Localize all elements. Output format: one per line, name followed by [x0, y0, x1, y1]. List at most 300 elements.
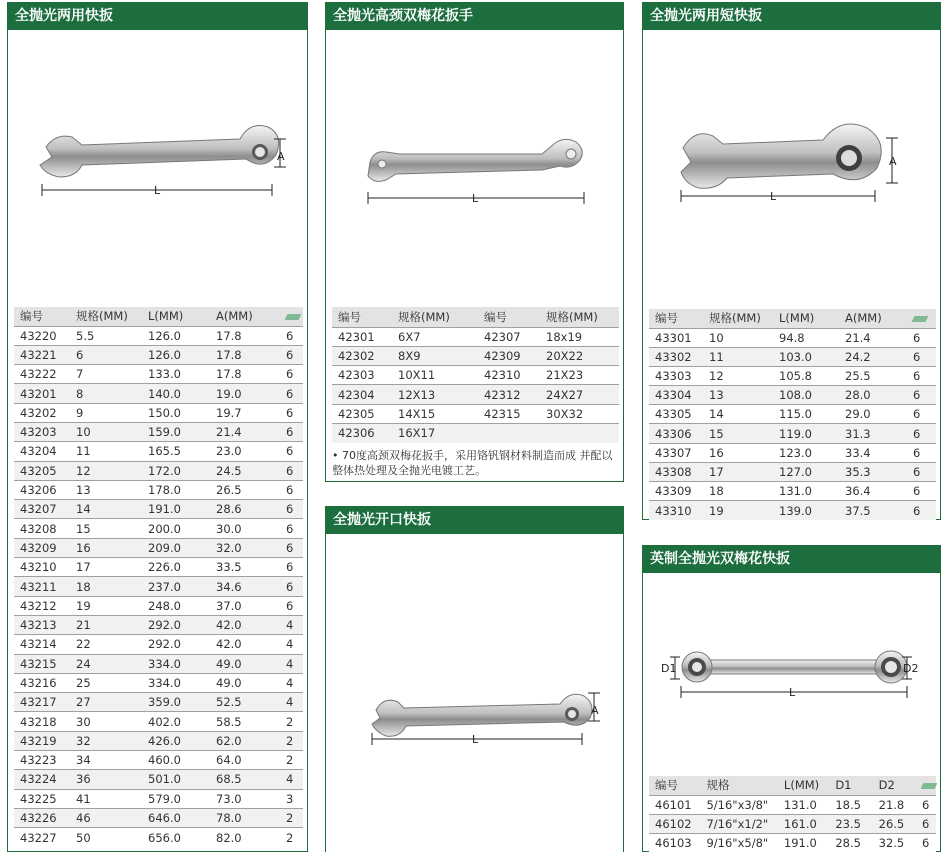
table-cell: 3	[286, 791, 294, 806]
wrench-illustration	[368, 139, 582, 181]
table-cell: 16X17	[398, 426, 436, 441]
table-cell: 6	[286, 367, 294, 382]
table-cell: 43306	[655, 426, 692, 441]
table-cell: 334.0	[148, 675, 181, 690]
product-image	[8, 30, 307, 300]
table-row	[332, 366, 619, 385]
table-cell: 161.0	[783, 816, 817, 831]
panel-title: 全抛光两用短快扳	[643, 3, 940, 30]
panel-open-end-ratchet-wrench	[325, 506, 624, 852]
table-cell: 43307	[655, 445, 692, 460]
table-cell: 18	[76, 579, 91, 594]
table-cell: 16	[709, 445, 724, 460]
table-cell: 21X23	[546, 368, 584, 383]
table-cell: 24.2	[845, 349, 871, 364]
table-cell: 43304	[655, 388, 692, 403]
table-cell: 43211	[20, 579, 57, 594]
table-cell: 6	[286, 425, 294, 440]
table-cell: 165.5	[148, 444, 181, 459]
table-cell: 6	[913, 464, 921, 479]
table-cell: 2	[286, 753, 294, 768]
table-row	[649, 501, 936, 520]
table-cell: 58.5	[216, 714, 242, 729]
table-cell: 17	[709, 464, 724, 479]
col-header-d1: D1	[835, 778, 852, 793]
wrench-illustration	[681, 124, 881, 188]
table-cell: 68.5	[216, 772, 242, 787]
table-cell: 21.4	[845, 330, 871, 345]
table-row	[14, 789, 303, 808]
table-cell: 43204	[20, 444, 57, 459]
table-cell: 10	[76, 425, 91, 440]
table-cell: 11	[76, 444, 91, 459]
table-cell: 6	[913, 426, 921, 441]
col-header-size: 规格	[706, 778, 730, 793]
table-cell: 359.0	[148, 695, 181, 710]
table-cell: 119.0	[779, 426, 812, 441]
table-cell: 6	[913, 388, 921, 403]
table-cell: 2	[286, 733, 294, 748]
table-cell: 426.0	[148, 733, 181, 748]
table-cell: 23.5	[835, 816, 861, 831]
table-cell: 42315	[484, 406, 521, 421]
table-cell: 43227	[20, 830, 57, 845]
col-header-code-2: 编号	[484, 309, 507, 324]
pack-icon	[907, 309, 936, 328]
table-cell: 43305	[655, 407, 692, 422]
table-cell: 248.0	[148, 598, 181, 613]
table-row	[649, 814, 936, 833]
table-cell: 43303	[655, 368, 692, 383]
table-row	[14, 828, 303, 847]
dim-a-label: A	[591, 704, 599, 717]
table-cell: 36.4	[845, 484, 871, 499]
table-cell: 139.0	[779, 503, 812, 518]
spec-table	[14, 307, 303, 847]
table-cell: 292.0	[148, 637, 181, 652]
table-row	[14, 480, 303, 499]
table-cell: 42303	[338, 368, 375, 383]
table-row	[332, 423, 619, 442]
table-cell: 334.0	[148, 656, 181, 671]
dim-a-label: A	[889, 155, 897, 168]
table-cell: 43213	[20, 618, 57, 633]
table-cell: 14X15	[398, 406, 436, 421]
table-cell: 18.5	[835, 797, 861, 812]
table-cell: 50	[76, 830, 91, 845]
table-cell: 42305	[338, 406, 375, 421]
table-row	[332, 385, 619, 404]
table-cell: 42.0	[216, 618, 242, 633]
table-cell: 191.0	[783, 836, 817, 851]
table-cell: 17.8	[216, 367, 242, 382]
table-cell: 46103	[655, 836, 692, 851]
table-cell: 6	[913, 503, 921, 518]
table-cell: 4	[286, 618, 294, 633]
table-cell: 6	[286, 540, 294, 555]
table-cell: 43202	[20, 405, 57, 420]
table-cell: 6	[286, 560, 294, 575]
table-cell: 200.0	[148, 521, 181, 536]
table-cell: 131.0	[779, 484, 812, 499]
table-cell: 6	[286, 521, 294, 536]
wrench-diagram	[326, 534, 623, 852]
table-row	[14, 365, 303, 384]
product-image	[643, 30, 940, 300]
spec-table	[649, 309, 936, 520]
table-cell: 191.0	[148, 502, 181, 517]
table-row	[14, 770, 303, 789]
table-cell: 43209	[20, 540, 57, 555]
table-cell: 178.0	[148, 483, 181, 498]
table-cell: 42302	[338, 348, 375, 363]
table-cell: 33.5	[216, 560, 242, 575]
col-header-code: 编号	[655, 778, 678, 793]
table-cell: 28.6	[216, 502, 242, 517]
table-cell: 4	[286, 695, 294, 710]
table-cell: 24X27	[546, 387, 584, 402]
dim-l-label: L	[154, 184, 161, 197]
table-cell: 43212	[20, 598, 57, 613]
table-row	[14, 403, 303, 422]
table-cell: 43226	[20, 811, 57, 826]
table-cell: 131.0	[783, 797, 817, 812]
table-cell: 172.0	[148, 463, 181, 478]
table-cell: 460.0	[148, 753, 181, 768]
dim-d2-label: D2	[903, 662, 919, 675]
table-cell: 49.0	[216, 656, 242, 671]
table-cell: 15	[76, 521, 91, 536]
table-cell: 17	[76, 560, 91, 575]
col-header-length: L(MM)	[783, 778, 820, 793]
table-cell: 27	[76, 695, 91, 710]
table-cell: 4	[286, 675, 294, 690]
table-cell: 6	[286, 444, 294, 459]
table-cell: 32	[76, 733, 91, 748]
table-cell: 5.5	[76, 328, 95, 343]
table-cell: 6	[286, 598, 294, 613]
dim-l-label: L	[472, 192, 479, 205]
table-cell: 237.0	[148, 579, 181, 594]
table-cell: 43207	[20, 502, 57, 517]
table-cell: 14	[709, 407, 724, 422]
panel-title: 全抛光两用快扳	[8, 3, 307, 30]
table-cell: 43201	[20, 386, 57, 401]
table-cell: 103.0	[779, 349, 812, 364]
table-cell: 8	[76, 386, 84, 401]
table-cell: 127.0	[779, 464, 812, 479]
table-cell: 73.0	[216, 791, 242, 806]
table-cell: 6	[913, 368, 921, 383]
table-cell: 12	[76, 463, 91, 478]
table-row	[14, 577, 303, 596]
table-cell: 43225	[20, 791, 57, 806]
table-cell: 43205	[20, 463, 57, 478]
table-row	[649, 795, 936, 814]
table-cell: 209.0	[148, 540, 181, 555]
table-cell: 6	[913, 407, 921, 422]
table-cell: 6	[286, 483, 294, 498]
table-cell: 33.4	[845, 445, 871, 460]
table-row	[332, 404, 619, 423]
wrench-diagram	[8, 30, 307, 300]
table-cell: 25.5	[845, 368, 871, 383]
pack-icon	[916, 776, 936, 795]
table-cell: 43210	[20, 560, 57, 575]
table-cell: 43222	[20, 367, 57, 382]
table-cell: 30X32	[546, 406, 584, 421]
table-cell: 19.0	[216, 386, 242, 401]
table-cell: 35.3	[845, 464, 871, 479]
table-cell: 20X22	[546, 348, 584, 363]
col-header-size: 规格(MM)	[398, 309, 450, 324]
table-cell: 25	[76, 675, 91, 690]
table-cell: 6	[913, 445, 921, 460]
panel-offset-ring-wrench	[325, 2, 624, 482]
table-cell: 43214	[20, 637, 57, 652]
table-cell: 43221	[20, 347, 57, 362]
table-cell: 43309	[655, 484, 692, 499]
table-row	[14, 558, 303, 577]
table-cell: 43301	[655, 330, 692, 345]
table-cell: 10X11	[398, 368, 436, 383]
table-row	[14, 615, 303, 634]
table-cell: 140.0	[148, 386, 181, 401]
panel-short-combination-ratchet-wrench	[642, 2, 941, 520]
table-cell: 34	[76, 753, 91, 768]
table-cell: 2	[286, 830, 294, 845]
table-cell: 52.5	[216, 695, 242, 710]
col-header-length: L(MM)	[148, 309, 184, 324]
table-cell: 17.8	[216, 347, 242, 362]
table-cell: 43215	[20, 656, 57, 671]
col-header-d2: D2	[878, 778, 895, 793]
table-cell: 62.0	[216, 733, 242, 748]
table-cell: 43308	[655, 464, 692, 479]
wrench-diagram	[643, 573, 940, 773]
table-row	[14, 422, 303, 441]
table-row	[649, 834, 936, 853]
table-cell: 115.0	[779, 407, 812, 422]
table-cell: 43218	[20, 714, 57, 729]
table-cell: 11	[709, 349, 724, 364]
table-cell: 8X9	[398, 348, 421, 363]
table-cell: 2	[286, 714, 294, 729]
table-cell: 6	[913, 330, 921, 345]
table-cell: 108.0	[779, 388, 812, 403]
wrench-illustration	[40, 126, 279, 178]
table-row	[14, 461, 303, 480]
table-cell: 26.5	[878, 816, 905, 831]
table-cell: 4	[286, 637, 294, 652]
table-cell: 6X7	[398, 329, 421, 344]
pack-icon	[280, 307, 303, 326]
table-cell: 37.5	[845, 503, 871, 518]
table-row	[14, 538, 303, 557]
table-cell: 42304	[338, 387, 375, 402]
table-cell: 6	[922, 797, 930, 812]
table-cell: 43203	[20, 425, 57, 440]
table-row	[14, 693, 303, 712]
table-cell: 21	[76, 618, 91, 633]
wrench-illustration	[372, 694, 592, 736]
table-cell: 22	[76, 637, 91, 652]
table-cell: 64.0	[216, 753, 242, 768]
col-header-size-2: 规格(MM)	[546, 309, 598, 324]
table-row	[649, 405, 936, 424]
table-cell: 32.5	[878, 836, 905, 851]
table-cell: 126.0	[148, 347, 181, 362]
table-cell: 36	[76, 772, 91, 787]
table-row	[14, 596, 303, 615]
table-row	[332, 346, 619, 365]
col-header-code: 编号	[655, 311, 678, 326]
wrench-diagram	[326, 30, 623, 300]
table-cell: 579.0	[148, 791, 181, 806]
table-cell: 26.5	[216, 483, 242, 498]
table-cell: 42309	[484, 348, 521, 363]
col-header-code: 编号	[20, 309, 43, 324]
table-cell: 646.0	[148, 811, 181, 826]
table-cell: 123.0	[779, 445, 812, 460]
table-cell: 28.0	[845, 388, 871, 403]
table-row	[14, 673, 303, 692]
table-cell: 30.0	[216, 521, 242, 536]
table-cell: 46101	[655, 797, 692, 812]
col-header-a: A(MM)	[845, 311, 882, 326]
table-row	[14, 326, 303, 345]
table-cell: 37.0	[216, 598, 242, 613]
table-cell: 12	[709, 368, 724, 383]
table-cell: 43217	[20, 695, 57, 710]
table-cell: 6	[286, 405, 294, 420]
dim-d1-label: D1	[661, 662, 677, 675]
table-cell: 28.5	[835, 836, 861, 851]
table-cell: 19	[709, 503, 724, 518]
table-cell: 43310	[655, 503, 692, 518]
table-cell: 41	[76, 791, 91, 806]
table-cell: 159.0	[148, 425, 181, 440]
table-cell: 30	[76, 714, 91, 729]
table-cell: 150.0	[148, 405, 181, 420]
table-cell: 24.5	[216, 463, 242, 478]
table-cell: 4	[286, 656, 294, 671]
table-cell: 43216	[20, 675, 57, 690]
panel-sae-double-ring-ratchet-wrench	[642, 545, 941, 852]
table-cell: 46102	[655, 816, 692, 831]
table-cell: 34.6	[216, 579, 242, 594]
table-row	[14, 519, 303, 538]
table-row	[14, 731, 303, 750]
table-cell: 32.0	[216, 540, 242, 555]
table-cell: 10	[709, 330, 724, 345]
table-cell: 43208	[20, 521, 57, 536]
table-cell: 94.8	[779, 330, 805, 345]
table-cell: 6	[922, 836, 930, 851]
table-row	[649, 462, 936, 481]
table-row	[14, 345, 303, 364]
table-cell: 6	[922, 816, 930, 831]
table-cell: 43206	[20, 483, 57, 498]
table-row	[14, 500, 303, 519]
table-row	[332, 327, 619, 346]
table-cell: 292.0	[148, 618, 181, 633]
table-cell: 16	[76, 540, 91, 555]
table-cell: 402.0	[148, 714, 181, 729]
panel-title: 英制全抛光双梅花快扳	[643, 546, 940, 573]
table-cell: 9	[76, 405, 84, 420]
table-cell: 133.0	[148, 367, 181, 382]
panel-title: 全抛光高颈双梅花扳手	[326, 3, 623, 30]
table-cell: 43224	[20, 772, 57, 787]
col-header-code: 编号	[338, 309, 361, 324]
table-cell: 6	[286, 347, 294, 362]
table-cell: 6	[76, 347, 84, 362]
table-cell: 6	[286, 502, 294, 517]
wrench-illustration	[682, 651, 907, 683]
table-row	[14, 712, 303, 731]
table-cell: 19.7	[216, 405, 242, 420]
col-header-length: L(MM)	[779, 311, 815, 326]
table-cell: 42310	[484, 368, 521, 383]
table-cell: 43302	[655, 349, 692, 364]
dim-a-label: A	[277, 150, 285, 163]
table-cell: 43219	[20, 733, 57, 748]
table-cell: 6	[286, 463, 294, 478]
product-image	[326, 30, 623, 300]
spec-table	[649, 776, 936, 853]
product-image	[326, 534, 623, 852]
table-cell: 42301	[338, 329, 375, 344]
table-cell: 6	[286, 579, 294, 594]
table-cell: 7	[76, 367, 84, 382]
table-cell: 42312	[484, 387, 521, 402]
table-cell: 49.0	[216, 675, 242, 690]
table-cell: 19	[76, 598, 91, 613]
table-cell: 18	[709, 484, 724, 499]
table-cell: 21.8	[878, 797, 905, 812]
table-cell	[540, 423, 619, 442]
col-header-a: A(MM)	[216, 309, 253, 324]
table-cell: 9/16"x5/8"	[706, 836, 769, 851]
table-row	[649, 443, 936, 462]
table-cell: 6	[913, 484, 921, 499]
table-cell: 6	[913, 349, 921, 364]
wrench-diagram	[643, 30, 940, 300]
table-cell: 656.0	[148, 830, 181, 845]
table-cell: 42307	[484, 329, 521, 344]
product-note: • 70度高颈双梅花扳手，采用铬钒钢材料制造而成 并配以整体热处理及全抛光电镀工艺。	[332, 449, 613, 477]
table-cell: 43223	[20, 753, 57, 768]
table-cell: 14	[76, 502, 91, 517]
table-cell: 17.8	[216, 328, 242, 343]
table-cell: 29.0	[845, 407, 871, 422]
table-row	[649, 366, 936, 385]
table-cell: 7/16"x1/2"	[706, 816, 769, 831]
table-cell: 18x19	[546, 329, 583, 344]
table-cell: 126.0	[148, 328, 181, 343]
table-cell: 226.0	[148, 560, 181, 575]
panel-title: 全抛光开口快扳	[326, 507, 623, 534]
table-cell: 78.0	[216, 811, 242, 826]
dim-l-label: L	[472, 733, 479, 746]
table-row	[14, 808, 303, 827]
table-row	[14, 635, 303, 654]
table-cell: 23.0	[216, 444, 242, 459]
table-row	[14, 654, 303, 673]
dim-l-label: L	[770, 190, 777, 203]
table-row	[649, 482, 936, 501]
